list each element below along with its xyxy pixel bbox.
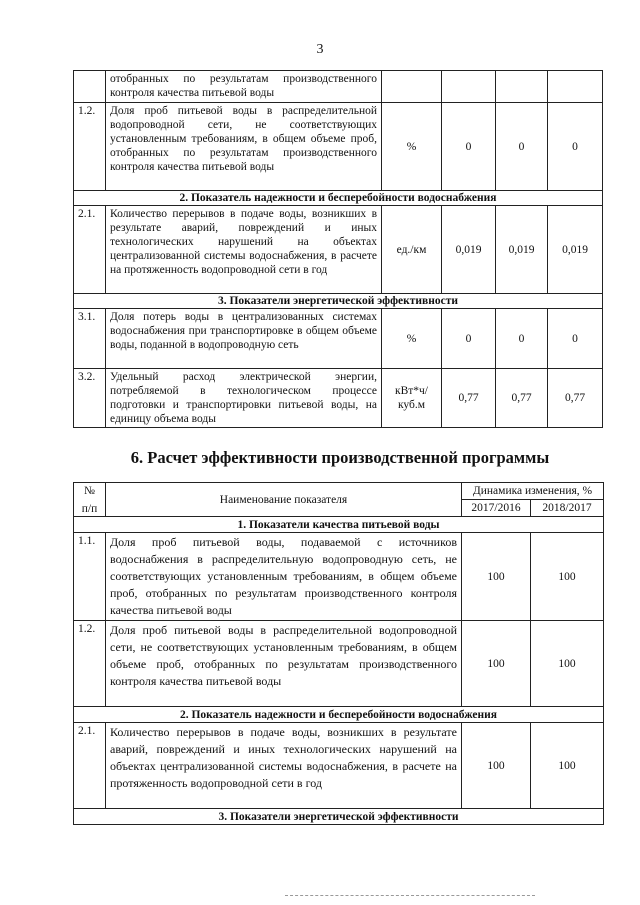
indicator-description: отобранных по результатам производственного контроля качества питьевой воды <box>106 71 382 103</box>
section-row <box>74 517 604 533</box>
table-row <box>74 621 604 707</box>
indicator-description: Доля проб питьевой воды, подаваемой с источников водоснабжения в распределительную водопроводную сеть, не соответствующих установленным требованиям, в общем объеме проб, отобранных по результатам производственного контроля качества питьевой воды <box>106 533 462 621</box>
indicator-description: Доля проб питьевой воды в распределительной водопроводной сети, не соответствующих установленным требованиям, в общем объеме проб, отобранных по результатам производственного контроля качества питьевой воды <box>106 621 462 707</box>
row-number: 1.1. <box>74 533 106 621</box>
section-title: 2. Показатель надежности и бесперебойности водоснабжения <box>74 707 604 723</box>
year-header: 2018/2017 <box>531 500 604 517</box>
row-number: 1.2. <box>74 103 106 191</box>
row-number: 2.1. <box>74 206 106 294</box>
number-header <box>74 483 106 517</box>
table-row <box>74 309 603 369</box>
table-row <box>74 71 603 103</box>
value-cell: 100 <box>462 723 531 809</box>
section-title: 3. Показатели энергетической эффективности <box>74 294 603 309</box>
indicator-description: Количество перерывов в подаче воды, возникших в результате аварий, повреждений и иных технологических нарушений на объектах централизованной системы водоснабжения, в расчете на протяженность водопроводной сети в год <box>106 723 462 809</box>
value-cell: 0 <box>548 309 603 369</box>
section-title: 2. Показатель надежности и бесперебойности водоснабжения <box>74 191 603 206</box>
row-number: 2.1. <box>74 723 106 809</box>
value-cell: 0,77 <box>442 369 496 428</box>
value-cell: 100 <box>531 723 604 809</box>
table-row <box>74 723 604 809</box>
value-cell: 0,019 <box>496 206 548 294</box>
number-header-bottom: п/п <box>81 502 98 515</box>
header-row <box>74 483 604 500</box>
section-row <box>74 191 603 206</box>
section-row <box>74 294 603 309</box>
indicator-description: Количество перерывов в подаче воды, возникших в результате аварий, повреждений и иных технологических нарушений на объектах централизованной системы водоснабжения, в расчете на протяженность водопроводной сети в год <box>106 206 382 294</box>
unit-cell: кВт*ч/ куб.м <box>382 369 442 428</box>
row-number <box>74 71 106 103</box>
value-cell: 100 <box>531 621 604 707</box>
value-cell: 0 <box>548 103 603 191</box>
dynamics-header: Динамика изменения, % <box>462 483 604 500</box>
indicator-description: Удельный расход электрической энергии, потребляемой в технологическом процессе подготовки и транспортировки питьевой воды, на единицу объема воды <box>106 369 382 428</box>
name-header: Наименование показателя <box>106 483 462 517</box>
value-cell: 0 <box>442 309 496 369</box>
unit-cell: % <box>382 309 442 369</box>
row-number: 3.1. <box>74 309 106 369</box>
value-cell: 0,77 <box>496 369 548 428</box>
number-header-top: № <box>84 484 95 497</box>
value-cell: 0 <box>496 309 548 369</box>
table-row <box>74 206 603 294</box>
unit-cell: % <box>382 103 442 191</box>
row-number: 3.2. <box>74 369 106 428</box>
unit-cell: ед./км <box>382 206 442 294</box>
year-header: 2017/2016 <box>462 500 531 517</box>
value-cell: 0 <box>496 103 548 191</box>
value-cell: 0,019 <box>442 206 496 294</box>
section-heading: 6. Расчет эффективности производственной программы <box>130 448 550 467</box>
section-title: 1. Показатели качества питьевой воды <box>74 517 604 533</box>
value-cell: 100 <box>462 533 531 621</box>
section-title: 3. Показатели энергетической эффективности <box>74 809 604 825</box>
indicator-description: Доля потерь воды в централизованных системах водоснабжения при транспортировке в общем объеме воды, поданной в водопроводную сеть <box>106 309 382 369</box>
table-row <box>74 533 604 621</box>
indicators-table <box>73 70 603 428</box>
section-row <box>74 809 604 825</box>
value-cell: 0,019 <box>548 206 603 294</box>
page-edge-line <box>285 895 535 896</box>
value-cell: 0 <box>442 103 496 191</box>
row-number: 1.2. <box>74 621 106 707</box>
value-cell: 100 <box>531 533 604 621</box>
value-cell: 100 <box>462 621 531 707</box>
section-row <box>74 707 604 723</box>
indicator-description: Доля проб питьевой воды в распределительной водопроводной сети, не соответствующих установленным требованиям, в общем объеме проб, отобранных по результатам производственного контроля качества питьевой воды <box>106 103 382 191</box>
efficiency-table <box>73 482 604 825</box>
table-row <box>74 369 603 428</box>
page-number: 3 <box>316 42 324 57</box>
table-row <box>74 103 603 191</box>
value-cell: 0,77 <box>548 369 603 428</box>
